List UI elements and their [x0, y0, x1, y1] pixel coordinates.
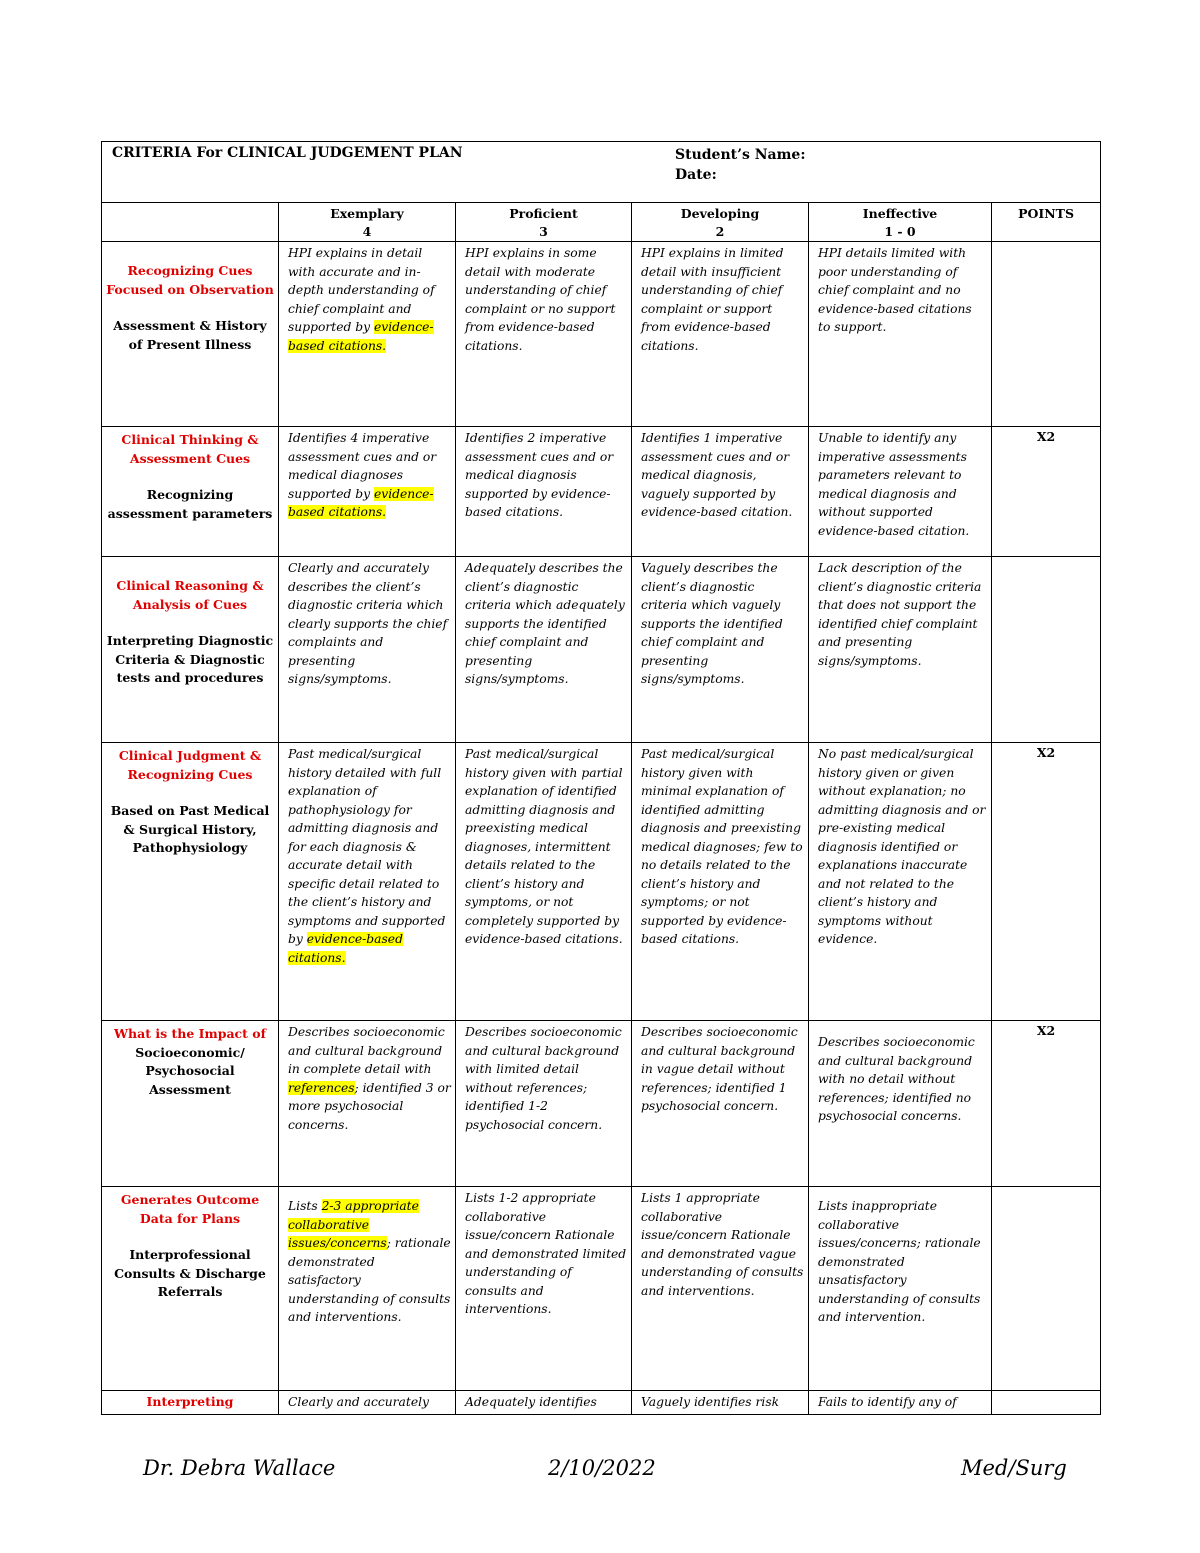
ineffective-cell: No past medical/surgical history given or given without explanation; no admitting diagnosis and or pre-existing medical diagnosis identified or explanations inaccurate and not related to the client’s history and symptoms without evidence.: [809, 743, 992, 1021]
developing-cell: Lists 1 appropriate collaborative issue/concern Rationale and demonstrated vague understanding of consults and interventions.: [632, 1187, 809, 1391]
criterion-cell: Generates Outcome Data for Plans Interprofessional Consults & Discharge Referrals: [102, 1187, 279, 1391]
points-cell: X2: [992, 1021, 1101, 1187]
level-exemplary: Exemplary 4: [279, 203, 456, 242]
table-row: [102, 427, 1101, 557]
exemplary-cell: HPI explains in detail with accurate and in-depth understanding of chief complaint and supported by evidence-based citations.: [279, 242, 456, 427]
proficient-cell: Adequately identifies: [456, 1391, 632, 1415]
level-proficient: Proficient 3: [456, 203, 632, 242]
date-label: Date:: [675, 167, 717, 183]
level-ineffective: Ineffective 1 - 0: [809, 203, 992, 242]
proficient-cell: Adequately describes the client’s diagnostic criteria which adequately supports the identified chief complaint and presenting signs/symptoms.: [456, 557, 632, 743]
criteria-header-blank: [102, 203, 279, 242]
proficient-cell: HPI explains in some detail with moderate understanding of chief complaint or no support from evidence-based citations.: [456, 242, 632, 427]
points-cell: X2: [992, 743, 1101, 1021]
ineffective-cell: Unable to identify any imperative assessments parameters relevant to medical diagnosis and without supported evidence-based citation.: [809, 427, 992, 557]
exemplary-cell: Clearly and accurately: [279, 1391, 456, 1415]
developing-cell: Vaguely describes the client’s diagnostic criteria which vaguely supports the identified chief complaint and presenting signs/symptoms.: [632, 557, 809, 743]
criterion-cell: Clinical Thinking & Assessment Cues Recognizing assessment parameters: [102, 427, 279, 557]
exemplary-cell: Identifies 4 imperative assessment cues and or medical diagnoses supported by evidence-based citations.: [279, 427, 456, 557]
points-header: POINTS: [992, 203, 1101, 242]
points-cell: [992, 557, 1101, 743]
criterion-cell: What is the Impact of Socioeconomic/ Psychosocial Assessment: [102, 1021, 279, 1187]
exemplary-cell: Past medical/surgical history detailed with full explanation of pathophysiology for admitting diagnosis and for each diagnosis & accurate detail with specific detail related to the client’s history and symptoms and supported by evidence-based citations.: [279, 743, 456, 1021]
proficient-cell: Describes socioeconomic and cultural background with limited detail without references; identified 1-2 psychosocial concern.: [456, 1021, 632, 1187]
table-row: [102, 557, 1101, 743]
criterion-cell: Interpreting: [102, 1391, 279, 1415]
ineffective-cell: Fails to identify any of: [809, 1391, 992, 1415]
criterion-cell: Recognizing Cues Focused on Observation Assessment & History of Present Illness: [102, 242, 279, 427]
criterion-cell: Clinical Reasoning & Analysis of Cues Interpreting Diagnostic Criteria & Diagnostic tests and procedures: [102, 557, 279, 743]
table-row: [102, 1187, 1101, 1391]
proficient-cell: Lists 1-2 appropriate collaborative issue/concern Rationale and demonstrated limited understanding of consults and interventions.: [456, 1187, 632, 1391]
points-cell: [992, 242, 1101, 427]
exemplary-cell: Lists 2-3 appropriate collaborative issues/concerns; rationale demonstrated satisfactory understanding of consults and interventions.: [279, 1187, 456, 1391]
rubric-table: [101, 141, 1101, 1415]
student-name-label: Student’s Name:: [675, 147, 806, 163]
table-row: [102, 1021, 1101, 1187]
points-cell: X2: [992, 427, 1101, 557]
table-row: [102, 1391, 1101, 1415]
proficient-cell: Identifies 2 imperative assessment cues and or medical diagnosis supported by evidence-based citations.: [456, 427, 632, 557]
footer-author: Dr. Debra Wallace: [143, 1456, 336, 1480]
developing-cell: HPI explains in limited detail with insufficient understanding of chief complaint or support from evidence-based citations.: [632, 242, 809, 427]
footer-course: Med/Surg: [961, 1456, 1067, 1480]
student-info: [675, 145, 805, 185]
exemplary-cell: Describes socioeconomic and cultural background in complete detail with references; identified 3 or more psychosocial concerns.: [279, 1021, 456, 1187]
developing-cell: Vaguely identifies risk: [632, 1391, 809, 1415]
footer-date: 2/10/2022: [548, 1456, 656, 1480]
rubric-title: CRITERIA For CLINICAL JUDGEMENT PLAN: [112, 145, 463, 161]
table-row: [102, 242, 1101, 427]
proficient-cell: Past medical/surgical history given with partial explanation of identified admitting diagnosis and preexisting medical diagnoses, intermittent details related to the client’s history and symptoms, or not completely supported by evidence-based citations.: [456, 743, 632, 1021]
developing-cell: Identifies 1 imperative assessment cues and or medical diagnosis, vaguely supported by evidence-based citation.: [632, 427, 809, 557]
criterion-cell: Clinical Judgment & Recognizing Cues Based on Past Medical & Surgical History, Pathophysiology: [102, 743, 279, 1021]
ineffective-cell: Lists inappropriate collaborative issues/concerns; rationale demonstrated unsatisfactory understanding of consults and intervention.: [809, 1187, 992, 1391]
rubric-header: [102, 142, 1101, 203]
level-developing: Developing 2: [632, 203, 809, 242]
ineffective-cell: Describes socioeconomic and cultural background with no detail without references; identified no psychosocial concerns.: [809, 1021, 992, 1187]
developing-cell: Past medical/surgical history given with minimal explanation of identified admitting diagnosis and preexisting medical diagnoses; few to no details related to the client’s history and symptoms; or not supported by evidence-based citations.: [632, 743, 809, 1021]
ineffective-cell: Lack description of the client’s diagnostic criteria that does not support the identified chief complaint and presenting signs/symptoms.: [809, 557, 992, 743]
points-cell: [992, 1187, 1101, 1391]
table-row: [102, 743, 1101, 1021]
points-cell: [992, 1391, 1101, 1415]
developing-cell: Describes socioeconomic and cultural background in vague detail without references; identified 1 psychosocial concern.: [632, 1021, 809, 1187]
ineffective-cell: HPI details limited with poor understanding of chief complaint and no evidence-based citations to support.: [809, 242, 992, 427]
exemplary-cell: Clearly and accurately describes the client’s diagnostic criteria which clearly supports the chief complaints and presenting signs/symptoms.: [279, 557, 456, 743]
